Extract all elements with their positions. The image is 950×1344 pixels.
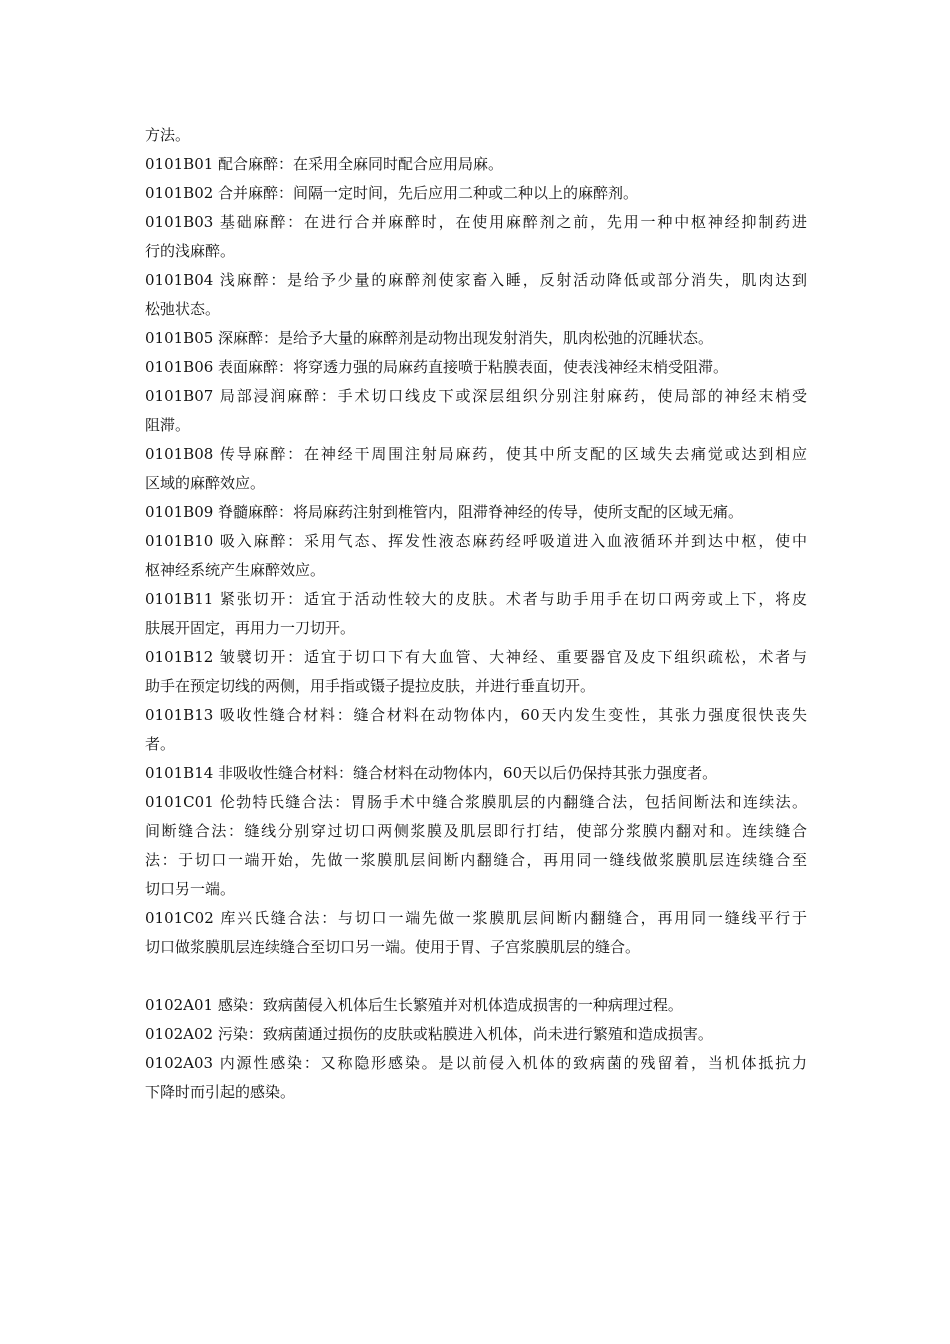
- text-line: 切口另一端。: [145, 880, 236, 898]
- text-line: 肤展开固定，再用力一刀切开。: [145, 619, 356, 637]
- text-line: 0101B01 配合麻醉：在采用全麻同时配合应用局麻。: [145, 155, 504, 173]
- text-line: 0101B02 合并麻醉：间隔一定时间，先后应用二种或二种以上的麻醉剂。: [145, 184, 639, 202]
- text-line: 0101B12 皱襞切开：适宜于切口下有大血管、大神经、重要器官及皮下组织疏松，术者与: [145, 648, 807, 666]
- text-line: 切口做浆膜肌层连续缝合至切口另一端。使用于胃、子宫浆膜肌层的缝合。: [145, 938, 641, 956]
- text-line: 间断缝合法：缝线分别穿过切口两侧浆膜及肌层即行打结，使部分浆膜内翻对和。连续缝合: [145, 822, 807, 840]
- document-body: [145, 121, 807, 1107]
- text-line: 下降时而引起的感染。: [145, 1083, 296, 1101]
- blank-line: [145, 962, 807, 991]
- text-line: 0101B03 基础麻醉：在进行合并麻醉时，在使用麻醉剂之前，先用一种中枢神经抑制药进: [145, 213, 807, 231]
- text-line: 枢神经系统产生麻醉效应。: [145, 561, 326, 579]
- text-line: 0101B08 传导麻醉：在神经干周围注射局麻药，使其中所支配的区域失去痛觉或达到相应: [145, 445, 807, 463]
- text-line: 0101B14 非吸收性缝合材料：缝合材料在动物体内，60天以后仍保持其张力强度者。: [145, 764, 718, 782]
- text-line: 0101B13 吸收性缝合材料：缝合材料在动物体内，60天内发生变性，其张力强度很快丧失: [145, 706, 807, 724]
- text-line: 者。: [145, 735, 176, 753]
- text-line: 助手在预定切线的两侧，用手指或镊子提拉皮肤，并进行垂直切开。: [145, 677, 596, 695]
- text-line: 0101B05 深麻醉：是给予大量的麻醉剂是动物出现发射消失，肌肉松弛的沉睡状态。: [145, 329, 714, 347]
- text-line: 0101B04 浅麻醉：是给予少量的麻醉剂使家畜入睡，反射活动降低或部分消失，肌肉达到: [145, 271, 807, 289]
- text-line: 法：于切口一端开始，先做一浆膜肌层间断内翻缝合，再用同一缝线做浆膜肌层连续缝合至: [145, 851, 807, 869]
- text-line: 0101C01 伦勃特氏缝合法：胃肠手术中缝合浆膜肌层的内翻缝合法，包括间断法和连续法。: [145, 793, 807, 811]
- text-line: 区域的麻醉效应。: [145, 474, 266, 492]
- text-line: 0101B11 紧张切开：适宜于活动性较大的皮肤。术者与助手用手在切口两旁或上下，将皮: [145, 590, 807, 608]
- text-line: 0101B10 吸入麻醉：采用气态、挥发性液态麻药经呼吸道进入血液循环并到达中枢，使中: [145, 532, 807, 550]
- text-line: 0102A03 内源性感染：又称隐形感染。是以前侵入机体的致病菌的残留着，当机体抵抗力: [145, 1054, 807, 1072]
- text-line: 0102A02 污染：致病菌通过损伤的皮肤或粘膜进入机体，尚未进行繁殖和造成损害。: [145, 1025, 713, 1043]
- text-line: 0101B07 局部浸润麻醉：手术切口线皮下或深层组织分别注射麻药，使局部的神经末梢受: [145, 387, 807, 405]
- text-line: 0101B09 脊髓麻醉：将局麻药注射到椎管内，阻滞脊神经的传导，使所支配的区域无痛。: [145, 503, 744, 521]
- text-line: 松弛状态。: [145, 300, 221, 318]
- text-line: 阻滞。: [145, 416, 191, 434]
- text-line: 0101B06 表面麻醉：将穿透力强的局麻药直接喷于粘膜表面，使表浅神经末梢受阻滞。: [145, 358, 729, 376]
- text-line: 0101C02 库兴氏缝合法：与切口一端先做一浆膜肌层间断内翻缝合，再用同一缝线平行于: [145, 909, 807, 927]
- text-line: 方法。: [145, 126, 191, 144]
- text-line: 行的浅麻醉。: [145, 242, 236, 260]
- text-line: 0102A01 感染：致病菌侵入机体后生长繁殖并对机体造成损害的一种病理过程。: [145, 996, 683, 1014]
